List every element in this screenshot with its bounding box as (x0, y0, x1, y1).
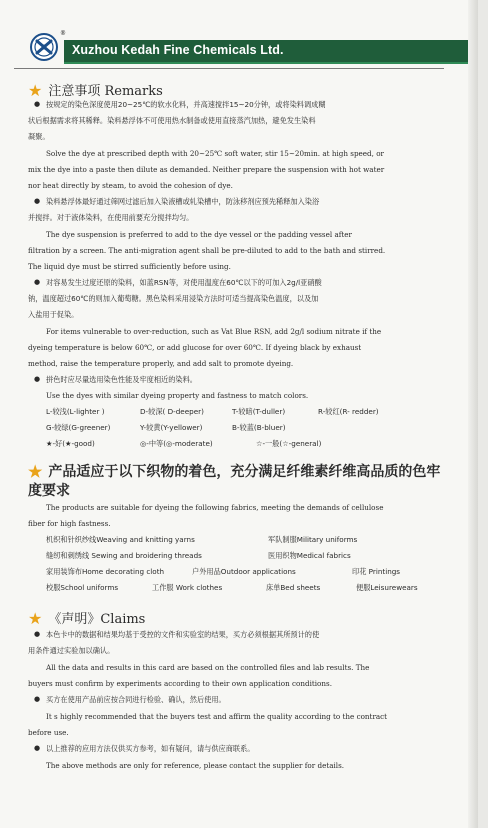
claims-c3-en: The above methods are only for reference, please contact the supplier for details. (46, 761, 345, 770)
legend-item: B-较蓝(B-bluer) (232, 423, 286, 432)
legend-item: R-较红(R- redder) (318, 407, 379, 416)
company-name-bar (64, 40, 469, 64)
remarks-p1-cn-1: ● 按规定的染色深度使用20~25℃的软水化料，并高速搅拌15~20分钟，或将染料调成糊 (46, 100, 326, 109)
fabric-item: 医用织物Medical fabrics (268, 551, 351, 560)
remarks-p1-en-3: nor heat directly by steam, to avoid the cohesion of dye. (28, 181, 233, 190)
claims-title: ★ 《声明》Claims (28, 609, 146, 628)
legend-item: D-较深( D-deeper) (140, 407, 204, 416)
remarks-p4-cn: ● 拼色时应尽量选用染色性能及牢度相近的染料。 (46, 375, 197, 384)
remarks-p2-en-2: filtration by a screen. The anti-migration agent shall be pre-diluted to add to the bath and stirred. (28, 246, 386, 255)
claims-c3-cn: ● 以上推荐的应用方法仅供买方参考，如有疑问，请与供应商联系。 (46, 744, 254, 753)
remarks-p3-en-2: dyeing temperature is below 60℃, or add glucose for over 60℃. If dyeing black by exhaust (28, 343, 362, 352)
claims-c1-cn-2: 用条件通过实验加以确认。 (28, 646, 115, 655)
claims-c2-en-2: before use. (28, 728, 69, 737)
claims-c1-en-1: All the data and results in this card are based on the controlled files and lab results. The (46, 663, 370, 672)
remarks-p2-cn-2: 并搅拌。对于液体染料，在使用前要充分搅拌均匀。 (28, 213, 194, 222)
remarks-p3-en-1: For items vulnerable to over-reduction, such as Vat Blue RSN, add 2g/l sodium nitrate if the (46, 327, 382, 336)
fabric-item: 校服School uniforms (46, 583, 119, 592)
remarks-p1-en-1: Solve the dye at prescribed depth with 20~25℃ soft water, stir 15~20min. at high speed, or (46, 149, 384, 158)
legend-item: L-较浅(L-lighter ) (46, 407, 105, 416)
fabrics-title: ★ 产品适应于以下织物的着色，充分满足纤维素纤维高品质的色牢度要求 (28, 462, 441, 499)
fabrics-intro-2: fiber for high fastness. (28, 519, 111, 528)
remarks-p3-cn-2: 钠，温度超过60℃的则加入葡萄糖。黑色染料采用浸染方法时可适当提高染色温度，以及加 (28, 294, 319, 303)
fabric-item: 户外用品Outdoor applications (192, 567, 296, 576)
star-icon: ★ (28, 609, 43, 628)
remarks-p2-en-1: The dye suspension is preferred to add to the dye vessel or the padding vessel after (46, 230, 352, 239)
fabric-item: 床单Bed sheets (266, 583, 321, 592)
legend-item: Y-较黄(Y-yellower) (140, 423, 203, 432)
registered-mark: ® (60, 30, 66, 37)
fabric-item: 缝纫和刺绣线 Sewing and broidering threads (46, 551, 202, 560)
legend-item: ◎-中等(◎-moderate) (140, 439, 213, 448)
company-logo-icon (30, 33, 58, 61)
claims-c2-cn: ● 买方在使用产品前应按合同进行检验、确认，然后使用。 (46, 695, 226, 704)
legend-item: ☆-一般(☆-general) (256, 439, 322, 448)
fabric-item: 便服Leisurewears (356, 583, 418, 592)
fabrics-intro-1: The products are suitable for dyeing the following fabrics, meeting the demands of cellulose (46, 503, 384, 512)
remarks-title: ★ 注意事项 Remarks (28, 81, 163, 100)
remarks-p3-cn-3: 入盐用于促染。 (28, 310, 79, 319)
fabric-item: 机织和针织纱线Weaving and knitting yarns (46, 535, 195, 544)
legend-item: T-较暗(T-duller) (232, 407, 286, 416)
fabric-item: 工作服 Work clothes (152, 583, 223, 592)
fabric-item: 家用装饰布Home decorating cloth (46, 567, 165, 576)
legend-item: ★-好(★-good) (46, 439, 95, 448)
remarks-p1-cn-2: 状后根据需求将其稀释。染料悬浮体不可使用热水制备或使用直接蒸汽加热，避免发生染料 (28, 116, 316, 125)
star-icon: ★ (28, 81, 43, 100)
remarks-p2-en-3: The liquid dye must be stirred sufficiently before using. (28, 262, 231, 271)
star-icon: ★ (28, 462, 43, 481)
company-name: Xuzhou Kedah Fine Chemicals Ltd. (72, 43, 284, 57)
fabric-item: 印花 Printings (352, 567, 401, 576)
remarks-p3-cn-1: ● 对容易发生过度还原的染料，如蓝RSN等，对使用温度在60℃以下的可加入2g/l亚硝酸 (46, 278, 322, 287)
remarks-p3-en-3: method, raise the temperature properly, and add salt to promote dyeing. (28, 359, 294, 368)
header (30, 32, 464, 66)
remarks-p1-cn-3: 凝聚。 (28, 132, 50, 141)
claims-c1-en-2: buyers must confirm by experiments according to their own application conditions. (28, 679, 332, 688)
fabric-item: 军队制服Military uniforms (268, 535, 358, 544)
remarks-p2-cn-1: ● 染料悬浮体最好通过筛网过滤后加入染液槽或轧染槽中，防泳移剂应预先稀释加入染浴 (46, 197, 319, 206)
claims-c2-en-1: It s highly recommended that the buyers test and affirm the quality according to the contract (46, 712, 388, 721)
claims-c1-cn-1: ● 本色卡中的数据和结果均基于受控的文件和实验室的结果，买方必须根据其所预计的使 (46, 630, 319, 639)
divider (14, 68, 444, 69)
legend-item: G-较绿(G-greener) (46, 423, 111, 432)
remarks-p1-en-2: mix the dye into a paste then dilute as demanded. Neither prepare the suspension with hot water (28, 165, 385, 174)
remarks-p4-en: Use the dyes with similar dyeing property and fastness to match colors. (46, 391, 309, 400)
